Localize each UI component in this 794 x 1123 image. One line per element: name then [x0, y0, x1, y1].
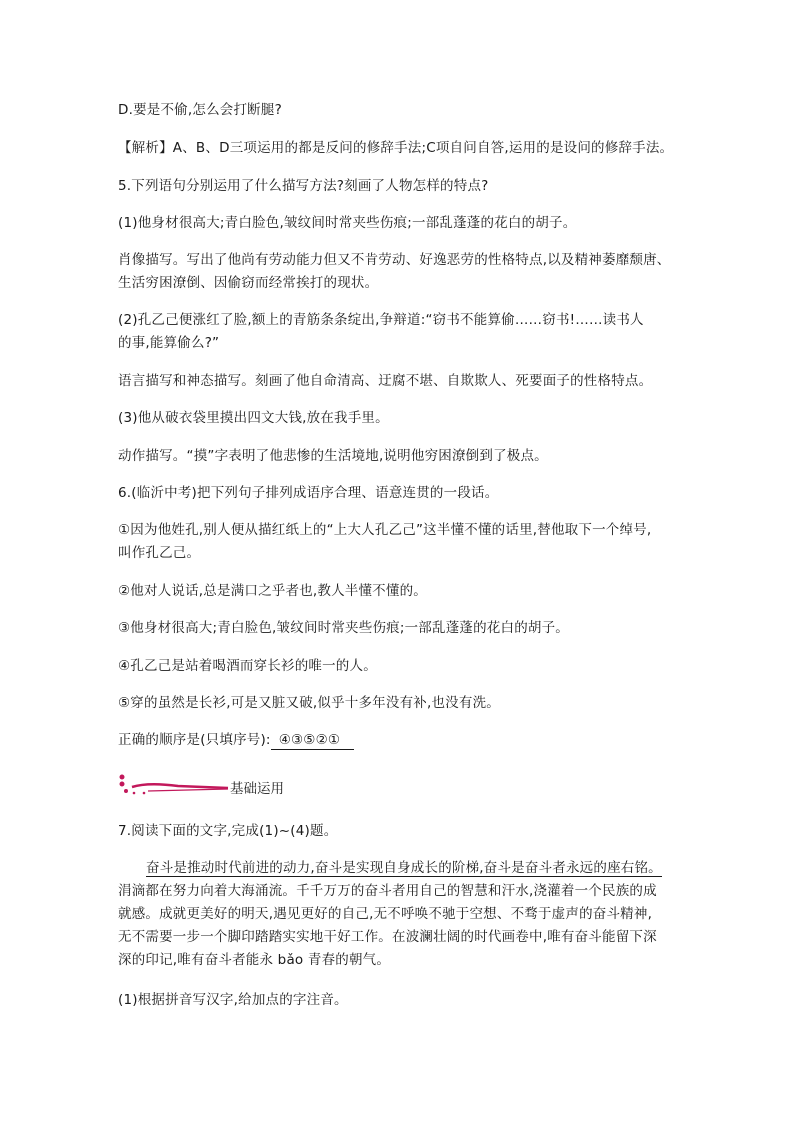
q5-answer-1-line-1: 肖像描写。写出了他尚有劳动能力但又不肯劳动、好逸恶劳的性格特点,以及精神萎靡颓唐、	[118, 252, 671, 268]
q6-item-1-line-2: 叫作孔乙己。	[118, 545, 201, 561]
question-6-title: 6.(临沂中考)把下列句子排列成语序合理、语意连贯的一段话。	[118, 485, 499, 501]
q6-item-4: ④孔乙己是站着喝酒而穿长衫的唯一的人。	[118, 658, 377, 674]
q6-answer-prompt: 正确的顺序是(只填序号):	[118, 732, 271, 748]
analysis-text: 【解析】A、B、D三项运用的都是反问的修辞手法;C项自问自答,运用的是设问的修辞手法。	[118, 140, 674, 156]
question-5-title: 5.下列语句分别运用了什么描写方法?刻画了人物怎样的特点?	[118, 178, 489, 194]
q6-item-5: ⑤穿的虽然是长衫,可是又脏又破,似乎十多年没有补,也没有洗。	[118, 695, 500, 711]
passage-line-4: 无不需要一步一个脚印踏踏实实地干好工作。在波澜壮阔的时代画卷中,唯有奋斗能留下深	[118, 929, 657, 945]
q7-sub-1: (1)根据拼音写汉字,给加点的字注音。	[118, 992, 348, 1008]
passage-line-3: 就感。成就更美好的明天,遇见更好的自己,无不呼唤不驰于空想、不骛于虚声的奋斗精神,	[118, 906, 653, 922]
q5-answer-3: 动作描写。“摸”字表明了他悲惨的生活境地,说明他穷困潦倒到了极点。	[118, 448, 548, 464]
section-title: 基础运用	[230, 781, 284, 797]
q5-sentence-3: (3)他从破衣袋里摸出四文大钱,放在我手里。	[118, 410, 389, 426]
q5-sentence-1: (1)他身材很高大;青白脸色,皱纹间时常夹些伤痕;一部乱蓬蓬的花白的胡子。	[118, 215, 577, 231]
q5-answer-1-line-2: 生活穷困潦倒、因偷窃而经常挨打的现状。	[118, 275, 379, 291]
passage-underlined-sentence: 奋斗是推动时代前进的动力,奋斗是实现自身成长的阶梯,奋斗是奋斗者永远的座右铭。	[146, 860, 662, 876]
option-d-text: D.要是不偷,怎么会打断腿?	[118, 102, 282, 118]
passage-line-5: 深的印记,唯有奋斗者能永 bǎo 青春的朝气。	[118, 952, 391, 968]
question-7-title: 7.阅读下面的文字,完成(1)~(4)题。	[118, 823, 338, 839]
q5-answer-2: 语言描写和神态描写。刻画了他自命清高、迂腐不堪、自欺欺人、死要面子的性格特点。	[118, 373, 653, 389]
passage-line-1	[146, 859, 662, 877]
q6-item-1-line-1: ①因为他姓孔,别人便从描红纸上的“上大人孔乙己”这半懂不懂的话里,替他取下一个绰号,	[118, 522, 652, 538]
q6-item-3: ③他身材很高大;青白脸色,皱纹间时常夹些伤痕;一部乱蓬蓬的花白的胡子。	[118, 620, 569, 636]
q6-answer-blank: ④③⑤②①	[271, 731, 355, 750]
q5-sentence-2-line-1: (2)孔乙己便涨红了脸,额上的青筋条条绽出,争辩道:“窃书不能算偷……窃书!……读书人	[118, 312, 644, 328]
q5-sentence-2-line-2: 的事,能算偷么?”	[118, 335, 220, 351]
q6-item-2: ②他对人说话,总是满口之乎者也,教人半懂不懂的。	[118, 583, 427, 599]
passage-line-2: 涓滴都在努力向着大海涌流。千千万万的奋斗者用自己的智慧和汗水,浇灌着一个民族的成	[118, 883, 657, 899]
q6-answer-line	[118, 731, 354, 750]
